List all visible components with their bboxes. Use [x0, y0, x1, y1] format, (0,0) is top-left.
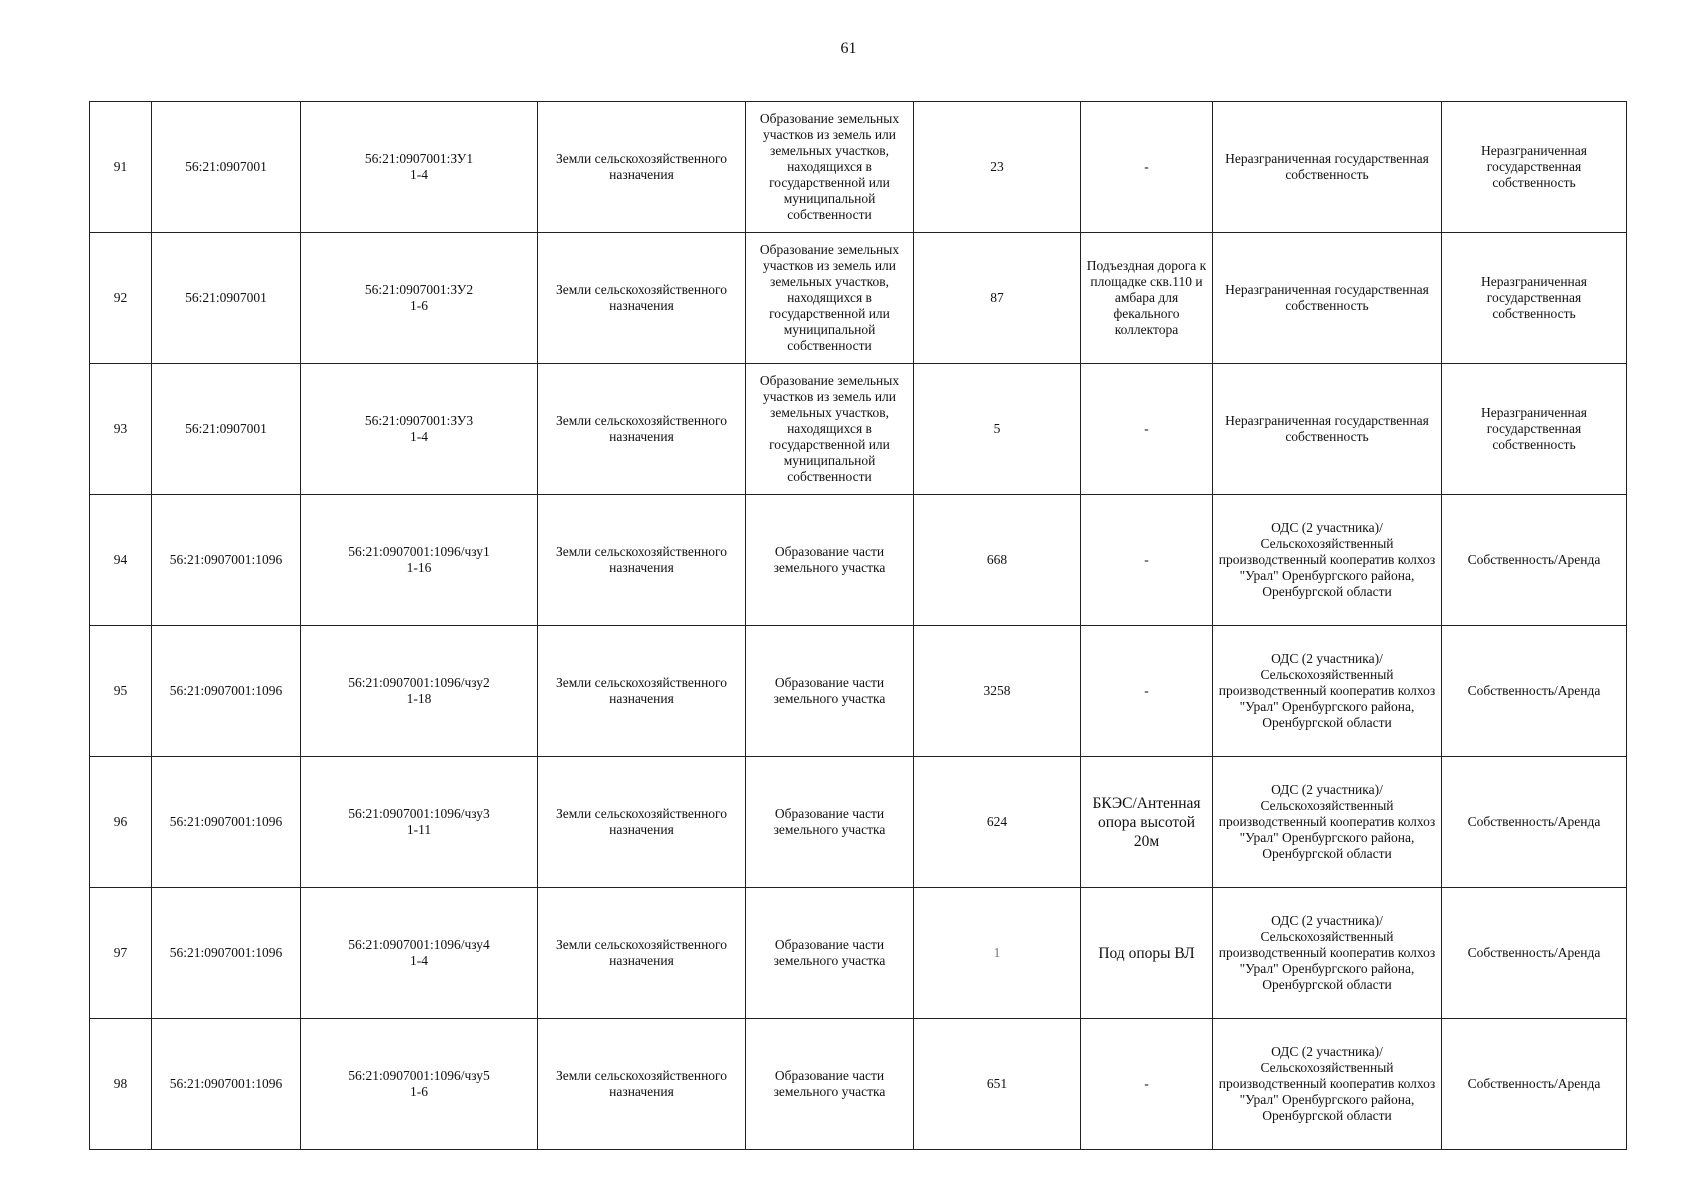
table-row: [90, 364, 1627, 495]
owner-cell: ОДС (2 участника)/Сельскохозяйственный производственный кооператив колхоз "Урал" Оренбургского района, Оренбургской области: [1213, 626, 1442, 757]
area-cell: 87: [914, 233, 1081, 364]
table-row: [90, 888, 1627, 1019]
page-number: 61: [840, 40, 857, 57]
purpose-cell: Подъездная дорога к площадке скв.110 и амбара для фекального коллектора: [1081, 233, 1213, 364]
boundary-points: 1-6: [410, 298, 428, 313]
owner-cell: ОДС (2 участника)/Сельскохозяйственный производственный кооператив колхоз "Урал" Оренбургского района, Оренбургской области: [1213, 888, 1442, 1019]
formation-method-cell: Образование части земельного участка: [746, 757, 914, 888]
area-cell: 624: [914, 757, 1081, 888]
table-row: [90, 233, 1627, 364]
row-number-cell: 93: [90, 364, 152, 495]
boundary-points: 1-4: [410, 953, 428, 968]
plot-designation-cell: [301, 626, 538, 757]
owner-cell: Неразграниченная государственная собственность: [1213, 233, 1442, 364]
area-cell: 651: [914, 1019, 1081, 1150]
cadastral-quarter-cell: 56:21:0907001:1096: [152, 1019, 301, 1150]
row-number-cell: 94: [90, 495, 152, 626]
purpose-cell: -: [1081, 364, 1213, 495]
formation-method-cell: Образование части земельного участка: [746, 888, 914, 1019]
purpose-cell: -: [1081, 626, 1213, 757]
right-type-cell: Собственность/Аренда: [1442, 757, 1627, 888]
plot-designation-cell: [301, 233, 538, 364]
plot-designation: 56:21:0907001:1096/чзу3: [348, 806, 490, 821]
right-type-cell: Собственность/Аренда: [1442, 1019, 1627, 1150]
table-row: [90, 757, 1627, 888]
purpose-cell: БКЭС/Антенная опора высотой 20м: [1081, 757, 1213, 888]
area-cell: 5: [914, 364, 1081, 495]
land-category-cell: Земли сельскохозяйственного назначения: [538, 233, 746, 364]
plot-designation: 56:21:0907001:ЗУ2: [364, 282, 474, 297]
right-type-cell: Неразграниченная государственная собственность: [1442, 233, 1627, 364]
area-cell: 668: [914, 495, 1081, 626]
plot-designation: 56:21:0907001:1096/чзу4: [348, 937, 490, 952]
boundary-points: 1-4: [410, 167, 428, 182]
purpose-cell: -: [1081, 102, 1213, 233]
plot-designation: 56:21:0907001:1096/чзу2: [348, 675, 490, 690]
right-type-cell: Собственность/Аренда: [1442, 495, 1627, 626]
boundary-points: 1-4: [410, 429, 428, 444]
cadastral-quarter-cell: 56:21:0907001: [152, 364, 301, 495]
land-category-cell: Земли сельскохозяйственного назначения: [538, 1019, 746, 1150]
plot-designation: 56:21:0907001:ЗУ1: [364, 151, 474, 166]
formation-method-cell: Образование части земельного участка: [746, 495, 914, 626]
land-category-cell: Земли сельскохозяйственного назначения: [538, 626, 746, 757]
land-category-cell: Земли сельскохозяйственного назначения: [538, 757, 746, 888]
land-category-cell: Земли сельскохозяйственного назначения: [538, 102, 746, 233]
row-number-cell: 95: [90, 626, 152, 757]
boundary-points: 1-16: [406, 560, 432, 575]
purpose-cell: -: [1081, 495, 1213, 626]
boundary-points: 1-11: [406, 822, 432, 837]
cadastral-quarter-cell: 56:21:0907001:1096: [152, 495, 301, 626]
purpose-cell: -: [1081, 1019, 1213, 1150]
owner-cell: ОДС (2 участника)/Сельскохозяйственный производственный кооператив колхоз "Урал" Оренбургского района, Оренбургской области: [1213, 495, 1442, 626]
cadastral-quarter-cell: 56:21:0907001:1096: [152, 626, 301, 757]
formation-method-cell: Образование земельных участков из земель или земельных участков, находящихся в государственной или муниципальной собственности: [746, 233, 914, 364]
area-cell: 23: [914, 102, 1081, 233]
owner-cell: ОДС (2 участника)/Сельскохозяйственный производственный кооператив колхоз "Урал" Оренбургского района, Оренбургской области: [1213, 1019, 1442, 1150]
right-type-cell: Собственность/Аренда: [1442, 626, 1627, 757]
area-cell: 3258: [914, 626, 1081, 757]
plot-designation-cell: [301, 102, 538, 233]
plot-designation: 56:21:0907001:1096/чзу5: [348, 1068, 490, 1083]
cadastral-quarter-cell: 56:21:0907001: [152, 233, 301, 364]
plot-designation-cell: [301, 495, 538, 626]
formation-method-cell: Образование части земельного участка: [746, 1019, 914, 1150]
row-number-cell: 98: [90, 1019, 152, 1150]
table-row: [90, 1019, 1627, 1150]
row-number-cell: 91: [90, 102, 152, 233]
plot-designation-cell: [301, 1019, 538, 1150]
land-category-cell: Земли сельскохозяйственного назначения: [538, 495, 746, 626]
boundary-points: 1-6: [410, 1084, 428, 1099]
land-plots-table: [89, 101, 1627, 1150]
formation-method-cell: Образование части земельного участка: [746, 626, 914, 757]
row-number-cell: 97: [90, 888, 152, 1019]
right-type-cell: Собственность/Аренда: [1442, 888, 1627, 1019]
right-type-cell: Неразграниченная государственная собственность: [1442, 102, 1627, 233]
plot-designation-cell: [301, 757, 538, 888]
row-number-cell: 96: [90, 757, 152, 888]
formation-method-cell: Образование земельных участков из земель или земельных участков, находящихся в государственной или муниципальной собственности: [746, 364, 914, 495]
boundary-points: 1-18: [406, 691, 432, 706]
plot-designation-cell: [301, 888, 538, 1019]
formation-method-cell: Образование земельных участков из земель или земельных участков, находящихся в государственной или муниципальной собственности: [746, 102, 914, 233]
land-category-cell: Земли сельскохозяйственного назначения: [538, 364, 746, 495]
land-category-cell: Земли сельскохозяйственного назначения: [538, 888, 746, 1019]
table-row: [90, 626, 1627, 757]
area-cell: 1: [914, 888, 1081, 1019]
plot-designation-cell: [301, 364, 538, 495]
plot-designation: 56:21:0907001:1096/чзу1: [348, 544, 490, 559]
owner-cell: Неразграниченная государственная собственность: [1213, 102, 1442, 233]
cadastral-quarter-cell: 56:21:0907001:1096: [152, 888, 301, 1019]
right-type-cell: Неразграниченная государственная собственность: [1442, 364, 1627, 495]
cadastral-quarter-cell: 56:21:0907001: [152, 102, 301, 233]
table-row: [90, 102, 1627, 233]
table-row: [90, 495, 1627, 626]
owner-cell: Неразграниченная государственная собственность: [1213, 364, 1442, 495]
purpose-cell: Под опоры ВЛ: [1081, 888, 1213, 1019]
row-number-cell: 92: [90, 233, 152, 364]
cadastral-quarter-cell: 56:21:0907001:1096: [152, 757, 301, 888]
owner-cell: ОДС (2 участника)/Сельскохозяйственный производственный кооператив колхоз "Урал" Оренбургского района, Оренбургской области: [1213, 757, 1442, 888]
plot-designation: 56:21:0907001:ЗУ3: [364, 413, 474, 428]
